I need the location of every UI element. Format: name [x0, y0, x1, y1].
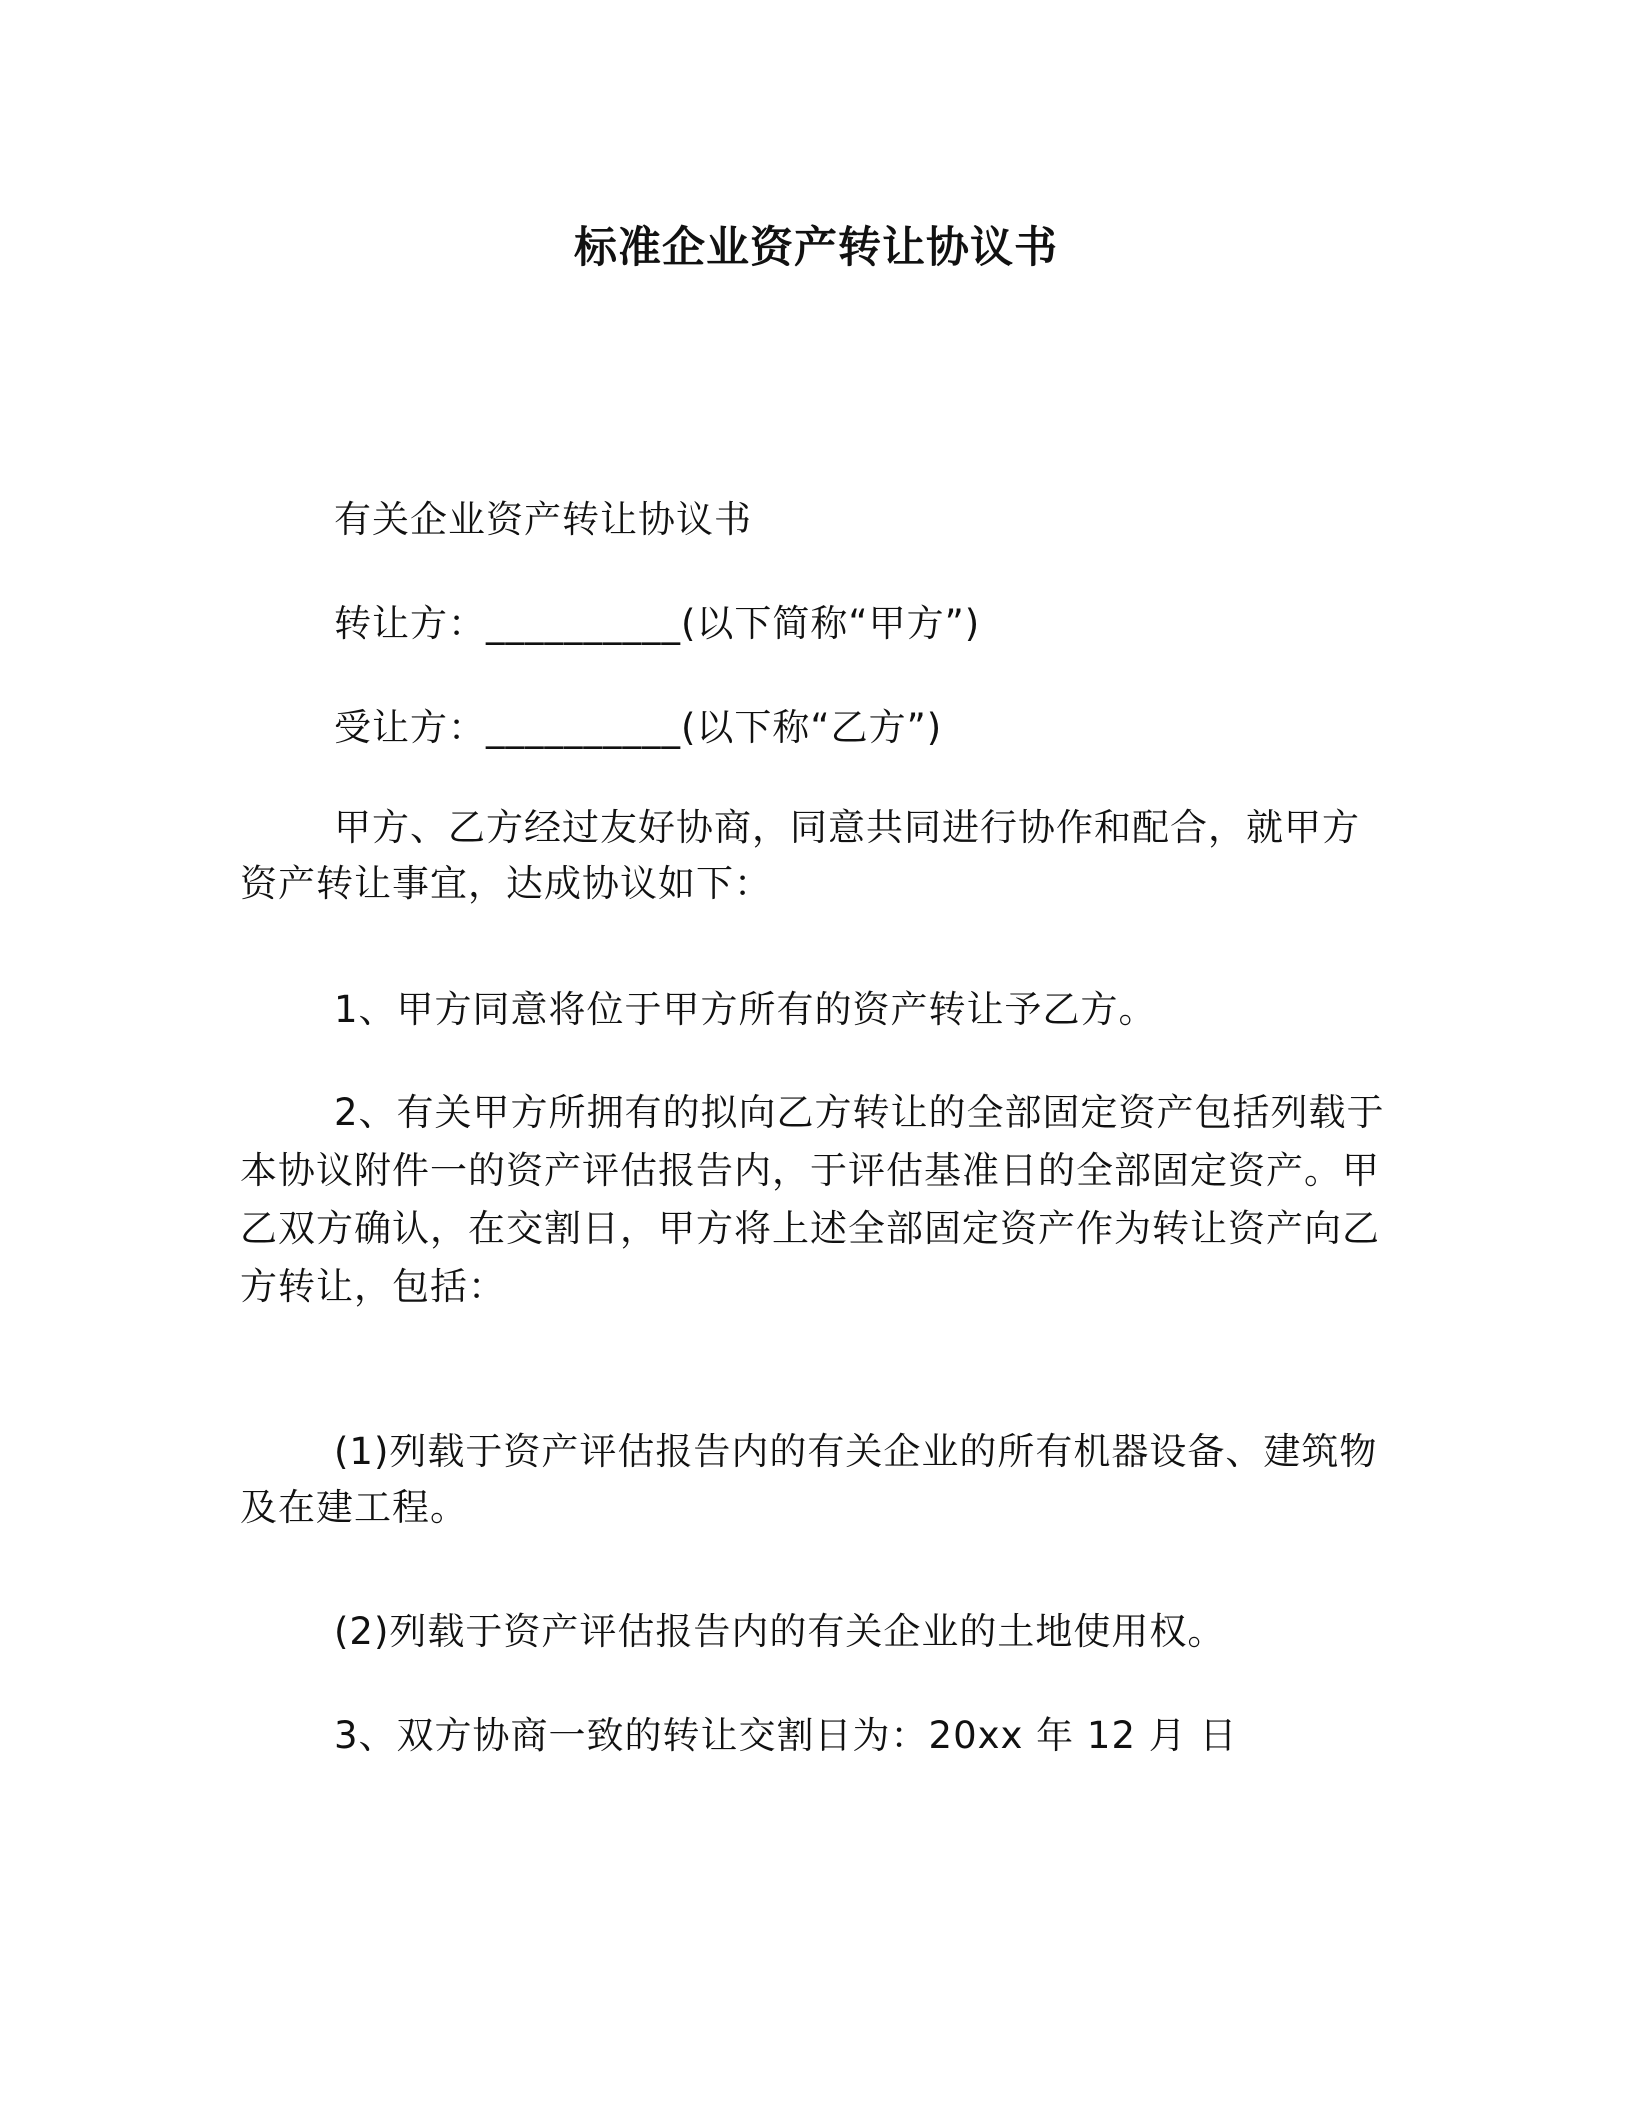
intro-paragraph: 甲方、乙方经过友好协商，同意共同进行协作和配合，就甲方资产转让事宜，达成协议如下：: [240, 806, 1360, 905]
transferor-line: 转让方：__________(以下简称“甲方”): [334, 602, 981, 645]
document-title: 标准企业资产转让协议书: [574, 223, 1058, 273]
transferee-line: 受让方：__________(以下称“乙方”): [334, 706, 943, 749]
clause-3: 3、双方协商一致的转让交割日为：20xx 年 12 月 日: [334, 1714, 1238, 1757]
clause-1: 1、甲方同意将位于甲方所有的资产转让予乙方。: [334, 988, 1157, 1031]
clause-2-item-1: (1)列载于资产评估报告内的有关企业的所有机器设备、建筑物及在建工程。: [240, 1430, 1378, 1529]
clause-2-item-2: (2)列载于资产评估报告内的有关企业的土地使用权。: [334, 1610, 1226, 1653]
clause-2: 2、有关甲方所拥有的拟向乙方转让的全部固定资产包括列载于本协议附件一的资产评估报告内，于评估基准日的全部固定资产。甲乙双方确认，在交割日，甲方将上述全部固定资产作为转让资产向乙方转让，包括：: [240, 1091, 1385, 1308]
document-subtitle: 有关企业资产转让协议书: [334, 498, 752, 541]
